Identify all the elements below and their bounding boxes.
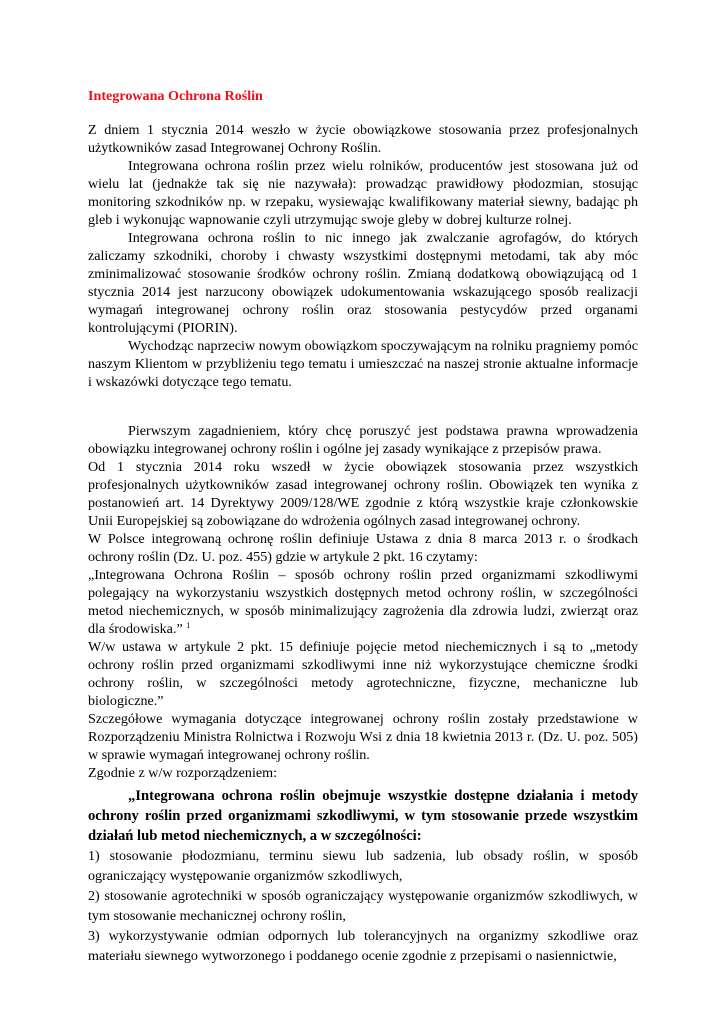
regulation-item: 2) stosowanie agrotechniki w sposób ograniczający występowanie organizmów szkodliwych, w tym stosowanie mechanicznej ochrony roślin, [88,888,638,924]
document-title: Integrowana Ochrona Roślin [88,88,263,104]
intro-paragraph: Integrowana ochrona roślin przez wielu rolników, producentów jest stosowana już od wielu lat (jednakże tak się nie nazywała): prowadząc prawidłowy płodozmian, stosując monitoring szkodników np. w rzepaku, wysiewając kwalifikowany materiał siewny, badając ph gleb i wykonując wapnowanie czyli utrzymując swoje gleby w dobrej kulturze rolnej. [88,158,638,228]
regulation-item: 1) stosowanie płodozmianu, terminu siewu lub sadzenia, lub obsady roślin, w sposób ograniczający występowanie organizmów szkodliwych, [88,848,638,884]
regulation-item: 3) wykorzystywanie odmian odpornych lub tolerancyjnych na organizmy szkodliwe oraz materiału siewnego wytworzonego i poddanego ocenie zgodnie z przepisami o nasiennictwie, [88,928,638,964]
section-paragraph: W Polsce integrowaną ochronę roślin definiuje Ustawa z dnia 8 marca 2013 r. o środkach ochrony roślin (Dz. U. poz. 455) gdzie w artykule 2 pkt. 16 czytamy: [88,531,638,565]
intro-paragraph: Wychodząc naprzeciw nowym obowiązkom spoczywającym na rolniku pragniemy pomóc naszym Klientom w przybliżeniu tego tematu i umieszczać na naszej stronie aktualne informacje i wskazówki dotyczące tego tematu. [88,338,638,390]
section-paragraph: Pierwszym zagadnieniem, który chcę poruszyć jest podstawa prawna wprowadzenia obowiązku integrowanej ochrony roślin i ogólne jej zasady wynikające z przepisów prawa. [88,423,638,457]
footnote-ref: 1 [186,621,191,630]
section-paragraph: Szczegółowe wymagania dotyczące integrowanej ochrony roślin zostały przedstawione w Rozporządzeniu Ministra Rolnictwa i Rozwoju Wsi z dnia 18 kwietnia 2013 r. (Dz. U. poz. 505) w sprawie wymagań integrowanej ochrony roślin. [88,711,638,763]
intro-paragraph: Integrowana ochrona roślin to nic innego jak zwalczanie agrofagów, do których zaliczamy szkodniki, choroby i chwasty wszystkimi dostępnymi metodami, tak aby móc zminimalizować stosowanie środków ochrony roślin. Zmianą dodatkową obowiązującą od 1 stycznia 2014 jest narzucony obowiązek udokumentowania wskazującego sposób realizacji wymagań integrowanej ochrony roślin oraz stosowania pestycydów przed organami kontrolującymi (PIORIN). [88,230,638,336]
regulation-quote: „Integrowana ochrona roślin obejmuje wszystkie dostępne działania i metody ochrony roślin przed organizmami szkodliwymi, w tym stosowanie przede wszystkim działań lub metod niechemicznych, a w szczególności: [88,788,638,844]
definition-quote [88,566,638,638]
definition-quote-text: „Integrowana Ochrona Roślin – sposób ochrony roślin przed organizmami szkodliwymi polegający na wykorzystaniu wszystkich dostępnych metod ochrony roślin, w szczególności metod niechemicznych, w sposób minimalizujący zagrożenia dla zdrowia ludzi, zwierząt oraz dla środowiska.” [88,567,638,637]
section-paragraph: W/w ustawa w artykule 2 pkt. 15 definiuje pojęcie metod niechemicznych i są to „metody ochrony roślin przed organizmami szkodliwymi inne niż wykorzystujące chemiczne środki ochrony roślin, w szczególności metody agrotechniczne, fizyczne, mechaniczne lub biologiczne.” [88,639,638,709]
section-paragraph: Od 1 stycznia 2014 roku wszedł w życie obowiązek stosowania przez wszystkich profesjonalnych użytkowników zasad integrowanej ochrony roślin. Obowiązek ten wynika z postanowień art. 14 Dyrektywy 2009/128/WE zgodnie z którą wszystkie kraje członkowskie Unii Europejskiej są zobowiązane do wdrożenia ogólnych zasad integrowanej ochrony. [88,459,638,529]
intro-section [88,121,638,391]
intro-paragraph: Z dniem 1 stycznia 2014 weszło w życie obowiązkowe stosowania przez profesjonalnych użytkowników zasad Integrowanej Ochrony Roślin. [88,122,638,156]
section-paragraph: Zgodnie z w/w rozporządzeniem: [88,765,278,781]
legal-section [88,422,638,966]
